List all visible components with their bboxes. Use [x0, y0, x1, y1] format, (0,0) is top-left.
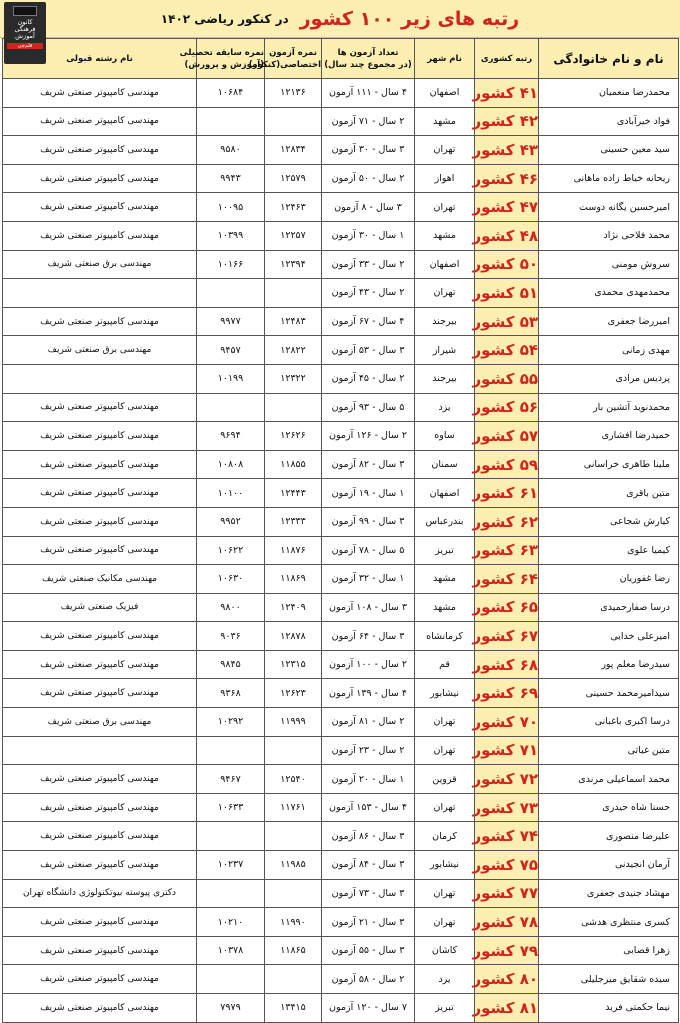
- cell-exams: ۴ سال - ۱۵۳ آزمون: [322, 793, 415, 822]
- cell-major: مهندسی کامپیوتر صنعتی شریف: [3, 79, 197, 108]
- col-city: نام شهر: [415, 39, 475, 79]
- cell-city: سمنان: [415, 450, 475, 479]
- cell-major: مهندسی کامپیوتر صنعتی شریف: [3, 193, 197, 222]
- cell-city: یزد: [415, 393, 475, 422]
- cell-rank: ۴۲ کشور: [475, 107, 539, 136]
- cell-score: ۱۲۴۰۹: [265, 593, 322, 622]
- cell-record: ۱۰۲۹۲: [197, 708, 265, 737]
- cell-rank: ۷۳ کشور: [475, 793, 539, 822]
- cell-name: امیررضا جعفری: [539, 307, 679, 336]
- page-subtitle: در کنکور ریاضی ۱۴۰۲: [160, 12, 289, 26]
- cell-exams: ۲ سال - ۵۰ آزمون: [322, 164, 415, 193]
- table-row: [3, 450, 679, 479]
- logo-text-1: کانون: [17, 18, 33, 26]
- cell-exams: ۴ سال - ۱۱۱ آزمون: [322, 79, 415, 108]
- page-title: رتبه های زیر ۱۰۰ کشور: [299, 8, 520, 30]
- cell-record: ۹۳۶۸: [197, 679, 265, 708]
- cell-name: آرمان انجیدنی: [539, 851, 679, 880]
- table-row: [3, 250, 679, 279]
- cell-score: [265, 107, 322, 136]
- cell-city: بیرجند: [415, 364, 475, 393]
- table-row: [3, 765, 679, 794]
- cell-record: ۱۰۶۸۴: [197, 79, 265, 108]
- cell-major: مهندسی کامپیوتر صنعتی شریف: [3, 164, 197, 193]
- cell-exams: ۲ سال - ۱۰۰ آزمون: [322, 650, 415, 679]
- cell-exams: ۲ سال - ۴۵ آزمون: [322, 364, 415, 393]
- cell-exams: ۱ سال - ۳۰ آزمون: [322, 221, 415, 250]
- cell-score: ۱۱۸۵۵: [265, 450, 322, 479]
- cell-major: مهندسی کامپیوتر صنعتی شریف: [3, 450, 197, 479]
- col-exams: [322, 39, 415, 79]
- cell-name: محمد فلاحی نژاد: [539, 221, 679, 250]
- cell-name: متین باقری: [539, 479, 679, 508]
- cell-rank: ۵۳ کشور: [475, 307, 539, 336]
- col-score: [248, 39, 322, 79]
- cell-name: درسا صفارحمیدی: [539, 593, 679, 622]
- cell-exams: ۳ سال - ۱۰۸ آزمون: [322, 593, 415, 622]
- cell-score: ۱۱۹۸۵: [265, 851, 322, 880]
- cell-score: [265, 736, 322, 765]
- cell-name: محمدنوید آتشین بار: [539, 393, 679, 422]
- cell-score: [265, 279, 322, 308]
- cell-city: شیراز: [415, 336, 475, 365]
- cell-score: ۱۱۷۶۱: [265, 793, 322, 822]
- cell-rank: ۶۸ کشور: [475, 650, 539, 679]
- cell-exams: ۷ سال - ۱۲۰ آزمون: [322, 994, 415, 1023]
- table-row: [3, 879, 679, 908]
- cell-record: ۹۸۰۰: [197, 593, 265, 622]
- cell-major: مهندسی کامپیوتر صنعتی شریف: [3, 422, 197, 451]
- cell-major: مهندسی برق صنعتی شریف: [3, 708, 197, 737]
- cell-exams: ۳ سال - ۶۴ آزمون: [322, 622, 415, 651]
- cell-rank: ۴۸ کشور: [475, 221, 539, 250]
- table-row: [3, 364, 679, 393]
- cell-name: حمیدرضا افشاری: [539, 422, 679, 451]
- cell-score: ۱۳۴۱۵: [265, 994, 322, 1023]
- cell-exams: ۲ سال - ۴۳ آزمون: [322, 279, 415, 308]
- cell-record: ۹۶۹۴: [197, 422, 265, 451]
- cell-rank: ۷۷ کشور: [475, 879, 539, 908]
- cell-city: تهران: [415, 793, 475, 822]
- cell-exams: ۵ سال - ۷۸ آزمون: [322, 536, 415, 565]
- table-row: [3, 622, 679, 651]
- table-row: [3, 936, 679, 965]
- col-name: نام و نام خانوادگی: [539, 39, 679, 79]
- cell-name: ریحانه خیاط زاده ماهانی: [539, 164, 679, 193]
- col-score-line1: نمره آزمون: [269, 47, 317, 58]
- cell-major: مهندسی کامپیوتر صنعتی شریف: [3, 822, 197, 851]
- cell-major: [3, 736, 197, 765]
- cell-city: تهران: [415, 708, 475, 737]
- cell-record: ۱۰۱۶۶: [197, 250, 265, 279]
- cell-name: سیدامیرمحمد حسینی: [539, 679, 679, 708]
- cell-rank: ۷۸ کشور: [475, 908, 539, 937]
- logo-text-2: فرهنگی: [14, 25, 36, 33]
- cell-exams: ۲ سال - ۲۳ آزمون: [322, 736, 415, 765]
- cell-major: مهندسی کامپیوتر صنعتی شریف: [3, 307, 197, 336]
- cell-city: مشهد: [415, 221, 475, 250]
- cell-record: ۱۰۸۰۸: [197, 450, 265, 479]
- cell-city: اصفهان: [415, 250, 475, 279]
- cell-rank: ۷۲ کشور: [475, 765, 539, 794]
- cell-major: مهندسی کامپیوتر صنعتی شریف: [3, 851, 197, 880]
- cell-score: ۱۲۱۳۶: [265, 79, 322, 108]
- graduation-cap-icon: [13, 6, 37, 16]
- cell-score: [265, 393, 322, 422]
- cell-rank: ۵۶ کشور: [475, 393, 539, 422]
- cell-major: [3, 279, 197, 308]
- cell-record: ۱۰۳۹۹: [197, 221, 265, 250]
- table-row: [3, 650, 679, 679]
- cell-score: ۱۲۴۶۳: [265, 193, 322, 222]
- cell-city: کاشان: [415, 936, 475, 965]
- cell-exams: ۳ سال - ۸۲ آزمون: [322, 450, 415, 479]
- cell-exams: ۴ سال - ۱۳۹ آزمون: [322, 679, 415, 708]
- table-row: [3, 736, 679, 765]
- cell-exams: ۳ سال - ۷۳ آزمون: [322, 879, 415, 908]
- table-row: [3, 221, 679, 250]
- cell-name: فواد خیرآبادی: [539, 107, 679, 136]
- logo-text-3: آموزش: [15, 32, 35, 40]
- cell-major: مهندسی کامپیوتر صنعتی شریف: [3, 479, 197, 508]
- table-row: [3, 793, 679, 822]
- cell-exams: ۲ سال - ۸۱ آزمون: [322, 708, 415, 737]
- cell-city: کرمان: [415, 822, 475, 851]
- col-exams-line1: تعداد آزمون ها: [337, 47, 399, 58]
- cell-major: مهندسی کامپیوتر صنعتی شریف: [3, 136, 197, 165]
- table-row: [3, 422, 679, 451]
- cell-rank: ۶۷ کشور: [475, 622, 539, 651]
- cell-city: قزوین: [415, 765, 475, 794]
- cell-record: ۹۵۸۰: [197, 136, 265, 165]
- cell-exams: ۱ سال - ۲۰ آزمون: [322, 765, 415, 794]
- cell-major: مهندسی کامپیوتر صنعتی شریف: [3, 622, 197, 651]
- cell-name: سیده شقایق میرجلیلی: [539, 965, 679, 994]
- cell-score: ۱۲۸۷۸: [265, 622, 322, 651]
- table-row: [3, 164, 679, 193]
- cell-major: دکتری پیوسته بیوتکنولوژی دانشگاه تهران: [3, 879, 197, 908]
- cell-name: سروش مومنی: [539, 250, 679, 279]
- cell-record: ۱۰۰۹۵: [197, 193, 265, 222]
- cell-record: [197, 736, 265, 765]
- cell-city: اهواز: [415, 164, 475, 193]
- cell-exams: ۲ سال - ۳۳ آزمون: [322, 250, 415, 279]
- cell-major: مهندسی کامپیوتر صنعتی شریف: [3, 936, 197, 965]
- cell-exams: ۳ سال - ۸۴ آزمون: [322, 851, 415, 880]
- cell-major: مهندسی کامپیوتر صنعتی شریف: [3, 765, 197, 794]
- cell-record: [197, 822, 265, 851]
- cell-major: مهندسی کامپیوتر صنعتی شریف: [3, 793, 197, 822]
- cell-major: مهندسی برق صنعتی شریف: [3, 336, 197, 365]
- cell-major: مهندسی کامپیوتر صنعتی شریف: [3, 908, 197, 937]
- cell-major: مهندسی کامپیوتر صنعتی شریف: [3, 393, 197, 422]
- cell-rank: ۵۵ کشور: [475, 364, 539, 393]
- cell-record: ۱۰۱۰۰: [197, 479, 265, 508]
- table-row: [3, 593, 679, 622]
- cell-exams: ۵ سال - ۹۳ آزمون: [322, 393, 415, 422]
- cell-city: تهران: [415, 908, 475, 937]
- cell-city: اصفهان: [415, 479, 475, 508]
- cell-rank: ۵۱ کشور: [475, 279, 539, 308]
- cell-record: ۷۹۷۹: [197, 994, 265, 1023]
- cell-score: ۱۲۵۷۹: [265, 164, 322, 193]
- cell-record: ۱۰۶۳۰: [197, 565, 265, 594]
- cell-score: [265, 965, 322, 994]
- table-row: [3, 565, 679, 594]
- cell-rank: ۷۹ کشور: [475, 936, 539, 965]
- cell-name: مهشاد جنیدی جعفری: [539, 879, 679, 908]
- cell-record: ۹۹۷۷: [197, 307, 265, 336]
- cell-name: مهدی زمانی: [539, 336, 679, 365]
- cell-record: [197, 107, 265, 136]
- table-header: [3, 39, 679, 79]
- cell-score: ۱۲۸۲۲: [265, 336, 322, 365]
- cell-exams: ۲ سال - ۱۲۶ آزمون: [322, 422, 415, 451]
- cell-score: ۱۲۳۹۴: [265, 250, 322, 279]
- cell-name: ملینا طاهری خراسانی: [539, 450, 679, 479]
- cell-score: ۱۱۹۹۰: [265, 908, 322, 937]
- cell-name: کیارش شجاعی: [539, 507, 679, 536]
- cell-record: [197, 965, 265, 994]
- cell-city: یزد: [415, 965, 475, 994]
- cell-major: مهندسی کامپیوتر صنعتی شریف: [3, 679, 197, 708]
- cell-major: مهندسی کامپیوتر صنعتی شریف: [3, 107, 197, 136]
- cell-city: نیشابور: [415, 679, 475, 708]
- institution-logo: [4, 2, 46, 64]
- cell-exams: ۳ سال - ۳۰ آزمون: [322, 136, 415, 165]
- cell-name: سید معین حسینی: [539, 136, 679, 165]
- cell-record: ۹۹۵۲: [197, 507, 265, 536]
- table-row: [3, 679, 679, 708]
- cell-city: تهران: [415, 193, 475, 222]
- cell-city: مشهد: [415, 593, 475, 622]
- col-exams-line2: (در مجموع چند سال): [324, 59, 412, 70]
- cell-city: تهران: [415, 879, 475, 908]
- cell-rank: ۶۹ کشور: [475, 679, 539, 708]
- table-row: [3, 307, 679, 336]
- cell-rank: ۵۹ کشور: [475, 450, 539, 479]
- cell-exams: ۲ سال - ۵۸ آزمون: [322, 965, 415, 994]
- cell-exams: ۳ سال - ۸ آزمون: [322, 193, 415, 222]
- cell-city: بندرعباس: [415, 507, 475, 536]
- logo-brand-strip: قلم‌چی: [7, 43, 43, 49]
- cell-score: ۱۱۸۷۶: [265, 536, 322, 565]
- cell-score: ۱۱۸۶۵: [265, 936, 322, 965]
- cell-rank: ۴۱ کشور: [475, 79, 539, 108]
- cell-score: [265, 879, 322, 908]
- cell-name: زهرا قصابی: [539, 936, 679, 965]
- cell-name: کیمیا علوی: [539, 536, 679, 565]
- cell-record: ۱۰۱۹۹: [197, 364, 265, 393]
- cell-score: ۱۲۳۳۳: [265, 507, 322, 536]
- table-row: [3, 822, 679, 851]
- cell-record: [197, 279, 265, 308]
- cell-rank: ۷۵ کشور: [475, 851, 539, 880]
- table-row: [3, 79, 679, 108]
- rankings-table: [2, 38, 679, 1023]
- cell-rank: ۶۳ کشور: [475, 536, 539, 565]
- cell-score: ۱۲۳۱۵: [265, 650, 322, 679]
- table-row: [3, 908, 679, 937]
- cell-city: تبریز: [415, 536, 475, 565]
- cell-exams: ۲ سال - ۷۱ آزمون: [322, 107, 415, 136]
- cell-major: مهندسی کامپیوتر صنعتی شریف: [3, 536, 197, 565]
- cell-rank: ۶۴ کشور: [475, 565, 539, 594]
- cell-city: مشهد: [415, 107, 475, 136]
- cell-exams: ۱ سال - ۳۲ آزمون: [322, 565, 415, 594]
- cell-city: نیشابور: [415, 851, 475, 880]
- cell-record: ۹۴۶۷: [197, 765, 265, 794]
- table-row: [3, 965, 679, 994]
- cell-rank: ۸۰ کشور: [475, 965, 539, 994]
- table-body: [3, 79, 679, 1023]
- cell-record: ۱۰۲۱۰: [197, 908, 265, 937]
- table-row: [3, 479, 679, 508]
- cell-record: ۹۸۴۵: [197, 650, 265, 679]
- cell-score: ۱۲۳۲۲: [265, 364, 322, 393]
- table-row: [3, 279, 679, 308]
- cell-exams: ۴ سال - ۶۷ آزمون: [322, 307, 415, 336]
- table-row: [3, 193, 679, 222]
- cell-rank: ۵۴ کشور: [475, 336, 539, 365]
- cell-rank: ۷۴ کشور: [475, 822, 539, 851]
- cell-exams: ۳ سال - ۵۵ آزمون: [322, 936, 415, 965]
- cell-name: محمدرضا منعمیان: [539, 79, 679, 108]
- cell-exams: ۳ سال - ۵۳ آزمون: [322, 336, 415, 365]
- cell-major: مهندسی مکانیک صنعتی شریف: [3, 565, 197, 594]
- cell-score: ۱۱۸۶۹: [265, 565, 322, 594]
- cell-score: ۱۲۶۲۳: [265, 679, 322, 708]
- cell-exams: ۳ سال - ۲۱ آزمون: [322, 908, 415, 937]
- cell-rank: ۴۷ کشور: [475, 193, 539, 222]
- cell-major: مهندسی کامپیوتر صنعتی شریف: [3, 221, 197, 250]
- table-row: [3, 536, 679, 565]
- cell-city: بیرجند: [415, 307, 475, 336]
- cell-city: اصفهان: [415, 79, 475, 108]
- table-row: [3, 336, 679, 365]
- cell-score: ۱۲۴۸۳: [265, 307, 322, 336]
- cell-score: ۱۱۹۹۹: [265, 708, 322, 737]
- cell-score: ۱۲۵۴۰: [265, 765, 322, 794]
- cell-name: رضا غفوریان: [539, 565, 679, 594]
- cell-name: علیرضا منصوری: [539, 822, 679, 851]
- table-row: [3, 136, 679, 165]
- cell-major: مهندسی برق صنعتی شریف: [3, 250, 197, 279]
- cell-record: ۱۰۶۳۳: [197, 793, 265, 822]
- cell-rank: ۵۷ کشور: [475, 422, 539, 451]
- cell-name: سیدرضا معلم پور: [539, 650, 679, 679]
- cell-record: ۹۹۴۳: [197, 164, 265, 193]
- cell-rank: ۵۰ کشور: [475, 250, 539, 279]
- table-row: [3, 851, 679, 880]
- cell-major: مهندسی کامپیوتر صنعتی شریف: [3, 650, 197, 679]
- cell-record: ۹۰۳۶: [197, 622, 265, 651]
- cell-major: مهندسی کامپیوتر صنعتی شریف: [3, 965, 197, 994]
- cell-rank: ۴۶ کشور: [475, 164, 539, 193]
- cell-name: پردیس مرادی: [539, 364, 679, 393]
- table-row: [3, 107, 679, 136]
- col-score-line2: اختصاصی(کنکور): [248, 59, 321, 70]
- cell-name: امیرعلی خدایی: [539, 622, 679, 651]
- cell-city: مشهد: [415, 565, 475, 594]
- cell-city: ساوه: [415, 422, 475, 451]
- cell-city: قم: [415, 650, 475, 679]
- cell-rank: ۴۳ کشور: [475, 136, 539, 165]
- cell-rank: ۸۱ کشور: [475, 994, 539, 1023]
- cell-record: [197, 879, 265, 908]
- cell-name: حسنا شاه حیدری: [539, 793, 679, 822]
- col-major: نام رشته قبولی: [3, 39, 197, 79]
- cell-name: کسری منتظری هدشی: [539, 908, 679, 937]
- cell-rank: ۶۵ کشور: [475, 593, 539, 622]
- col-rank: رتبه کشوری: [475, 39, 539, 79]
- cell-score: ۱۲۴۴۳: [265, 479, 322, 508]
- title-banner: [0, 0, 680, 38]
- cell-major: فیزیک صنعتی شریف: [3, 593, 197, 622]
- cell-record: ۱۰۶۲۲: [197, 536, 265, 565]
- cell-score: ۱۲۸۳۴: [265, 136, 322, 165]
- cell-name: محمدمهدی محمدی: [539, 279, 679, 308]
- cell-score: [265, 822, 322, 851]
- cell-city: تهران: [415, 736, 475, 765]
- cell-rank: ۷۰ کشور: [475, 708, 539, 737]
- table-row: [3, 507, 679, 536]
- cell-score: ۱۲۶۲۶: [265, 422, 322, 451]
- cell-record: ۱۰۲۳۷: [197, 851, 265, 880]
- cell-major: مهندسی کامپیوتر صنعتی شریف: [3, 994, 197, 1023]
- cell-city: کرمانشاه: [415, 622, 475, 651]
- table-row: [3, 708, 679, 737]
- cell-score: ۱۲۲۵۷: [265, 221, 322, 250]
- cell-exams: ۳ سال - ۸۶ آزمون: [322, 822, 415, 851]
- cell-major: مهندسی کامپیوتر صنعتی شریف: [3, 507, 197, 536]
- col-record-line1: نمره سابقه تحصیلی: [179, 47, 264, 58]
- table-row: [3, 994, 679, 1023]
- cell-major: [3, 364, 197, 393]
- cell-name: متین غیاثی: [539, 736, 679, 765]
- cell-record: ۹۴۵۷: [197, 336, 265, 365]
- cell-rank: ۶۱ کشور: [475, 479, 539, 508]
- table-row: [3, 393, 679, 422]
- cell-rank: ۷۱ کشور: [475, 736, 539, 765]
- col-record-line2: (آموزش و پرورش): [184, 59, 264, 70]
- cell-record: [197, 393, 265, 422]
- cell-record: ۱۰۳۷۸: [197, 936, 265, 965]
- cell-city: تبریز: [415, 994, 475, 1023]
- cell-name: نیما حکمتی فرید: [539, 994, 679, 1023]
- cell-city: تهران: [415, 136, 475, 165]
- cell-exams: ۱ سال - ۱۹ آزمون: [322, 479, 415, 508]
- cell-exams: ۳ سال - ۹۹ آزمون: [322, 507, 415, 536]
- cell-city: تهران: [415, 279, 475, 308]
- cell-rank: ۶۲ کشور: [475, 507, 539, 536]
- cell-name: امیرحسین یگانه دوست: [539, 193, 679, 222]
- cell-name: محمد اسماعیلی مرندی: [539, 765, 679, 794]
- cell-name: درسا اکبری باغبانی: [539, 708, 679, 737]
